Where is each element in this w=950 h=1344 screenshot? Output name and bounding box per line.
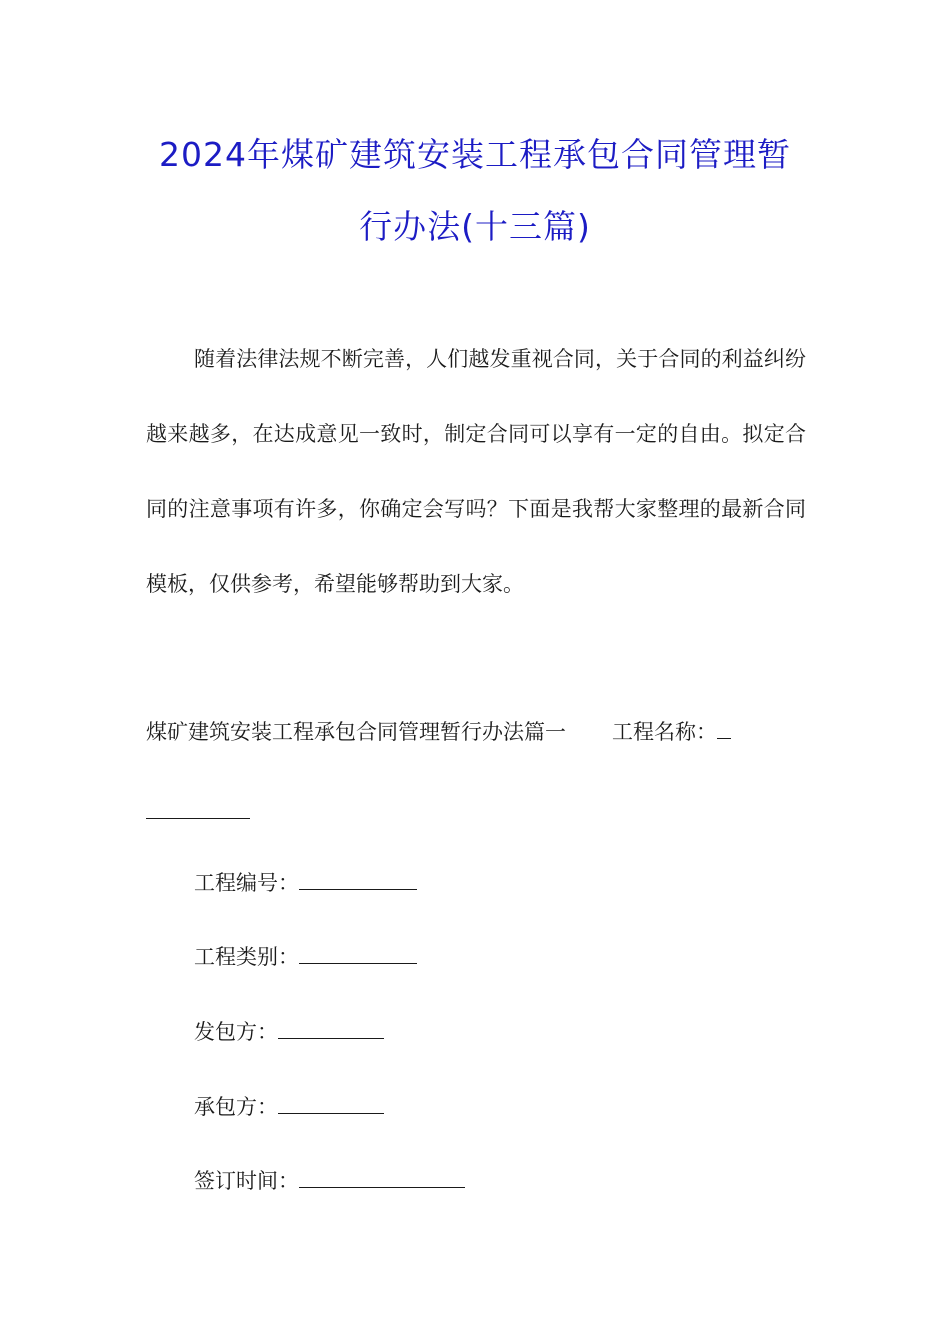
signing-time-label: 签订时间： — [194, 1169, 299, 1193]
employer-blank — [278, 1018, 384, 1039]
project-category-label: 工程类别： — [194, 945, 299, 969]
project-category-blank — [299, 943, 417, 964]
project-name-label: 工程名称： — [612, 720, 717, 744]
contractor-label: 承包方： — [194, 1095, 278, 1119]
project-number-field — [194, 867, 417, 899]
contractor-blank — [278, 1093, 384, 1114]
project-number-blank — [299, 869, 417, 890]
project-name-blank — [717, 718, 731, 739]
document-title-line-1: 2024年煤矿建筑安装工程承包合同管理暂 — [159, 135, 791, 174]
signing-time-blank — [299, 1167, 465, 1188]
contractor-field — [194, 1091, 384, 1123]
section-heading: 煤矿建筑安装工程承包合同管理暂行办法篇一 — [146, 720, 566, 744]
signing-time-field — [194, 1165, 465, 1197]
project-number-label: 工程编号： — [194, 871, 299, 895]
section-heading-line — [146, 716, 731, 748]
project-category-field — [194, 941, 417, 973]
project-name-blank-continued — [146, 818, 250, 819]
employer-label: 发包方： — [194, 1020, 278, 1044]
employer-field — [194, 1016, 384, 1048]
document-title-line-2: 行办法(十三篇) — [359, 207, 591, 246]
intro-paragraph: 随着法律法规不断完善，人们越发重视合同，关于合同的利益纠纷越来越多，在达成意见一致时，制定合同可以享有一定的自由。拟定合同的注意事项有许多，你确定会写吗？下面是我帮大家整理的最新合同模板，仅供参考，希望能够帮助到大家。 — [146, 347, 806, 596]
